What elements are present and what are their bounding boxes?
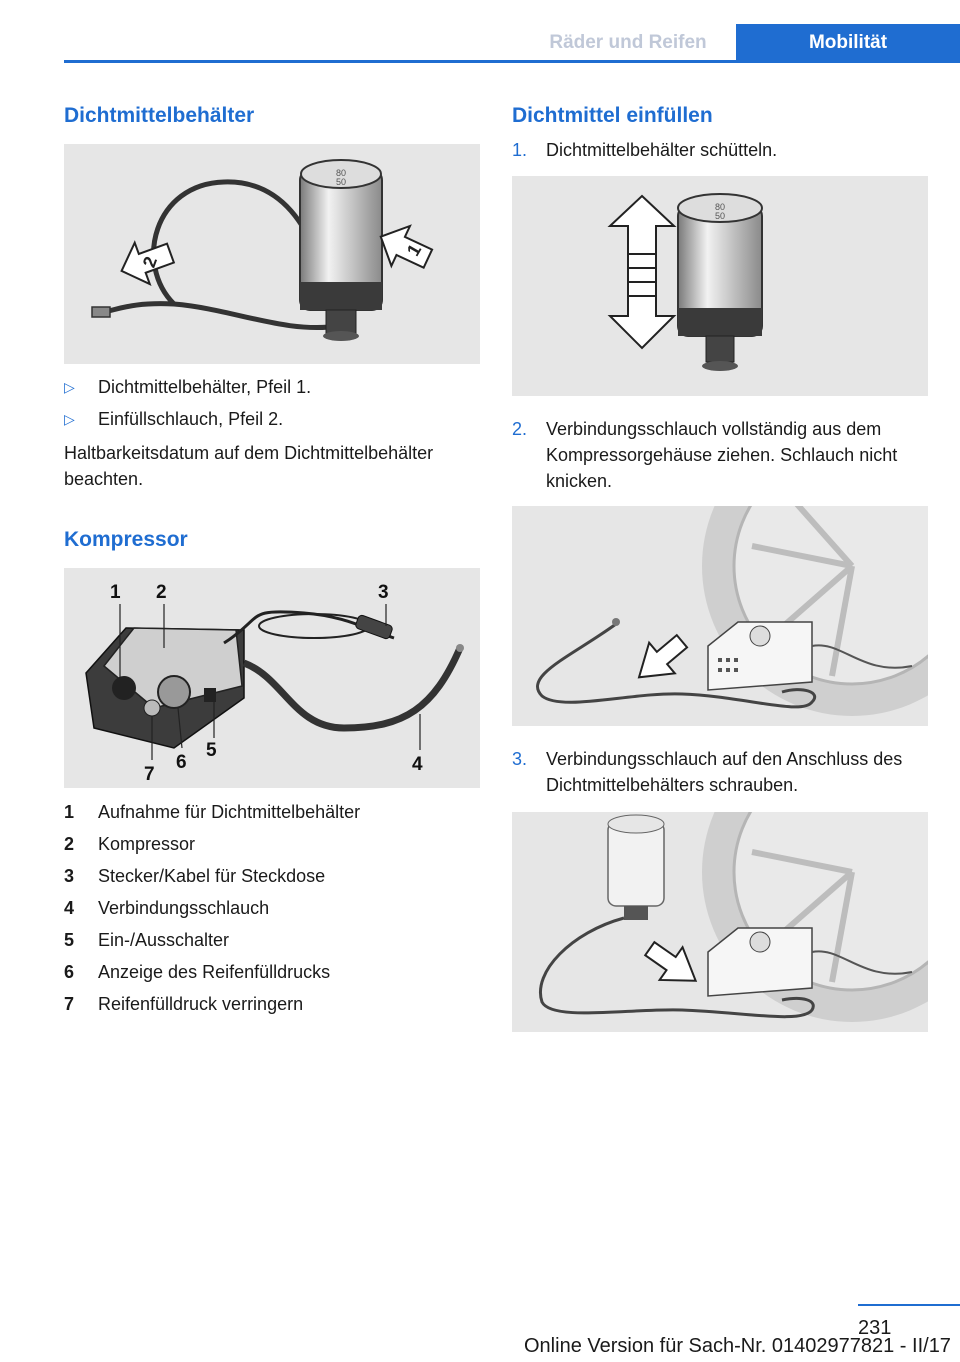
sealant-heading: Dichtmittelbehälter	[64, 104, 255, 127]
hose-fitting-icon	[92, 307, 110, 317]
step-2: 2. Verbindungsschlauch vollständig aus dem Kompressorgehäuse ziehen. Schlauch nicht knicken.	[512, 419, 898, 491]
legend-row: 7 Reifenfülldruck verringern	[64, 994, 304, 1014]
sealant-bottle-figure	[64, 144, 480, 364]
svg-text:2: 2	[138, 253, 162, 271]
bullet-triangle-icon: ▷	[64, 379, 75, 395]
arrow-2-icon	[114, 232, 178, 291]
tab-section[interactable]: Mobilität	[736, 24, 960, 62]
compressor-heading: Kompressor	[64, 528, 188, 551]
svg-text:3: 3	[378, 582, 389, 603]
svg-text:4: 4	[412, 754, 423, 775]
bottle-label-top: 80	[714, 202, 726, 212]
compressor-legend	[64, 798, 484, 1022]
pull-arrow-icon	[626, 626, 695, 693]
svg-text:1: 1	[402, 240, 426, 260]
bullet-triangle-icon: ▷	[64, 411, 75, 427]
attach-hose-figure	[512, 812, 928, 1032]
online-version-text: Online Version für Sach-Nr. 01402977821 - II/17	[524, 1335, 951, 1357]
legend-row: 4 Verbindungsschlauch	[64, 898, 270, 918]
tab-chapter[interactable]: Räder und Reifen	[520, 24, 736, 62]
sealant-note: Haltbarkeitsdatum auf dem Dichtmittelbehälter beachten.	[64, 443, 434, 489]
bottle-label-top: 80	[335, 168, 347, 178]
sealant-bullet-1: ▷ Dichtmittelbehälter, Pfeil 1.	[64, 374, 311, 400]
step-3: 3. Verbindungsschlauch auf den Anschluss des Dichtmittelbehälters schrauben.	[512, 749, 903, 795]
compressor-figure	[64, 568, 480, 788]
bottle-label-bottom: 50	[714, 211, 726, 221]
footer-rule	[858, 1304, 960, 1306]
svg-text:7: 7	[144, 764, 155, 785]
svg-text:2: 2	[156, 582, 167, 603]
header-tabs	[520, 24, 960, 62]
legend-row: 1 Aufnahme für Dichtmittelbehälter	[64, 802, 361, 822]
sealant-bullet-2: ▷ Einfüllschlauch, Pfeil 2.	[64, 406, 283, 432]
step-1: 1. Dichtmittelbehälter schütteln.	[512, 140, 778, 160]
shake-bottle-figure	[512, 176, 928, 396]
header-rule	[64, 60, 960, 63]
bottle-label-bottom: 50	[335, 177, 347, 187]
legend-row: 6 Anzeige des Reifenfülldrucks	[64, 962, 331, 982]
svg-text:1: 1	[110, 582, 121, 603]
legend-row: 2 Kompressor	[64, 834, 196, 854]
svg-text:5: 5	[206, 740, 217, 761]
legend-row: 3 Stecker/Kabel für Steckdose	[64, 866, 326, 886]
svg-text:6: 6	[176, 752, 187, 773]
shake-arrow-icon	[610, 196, 674, 348]
fill-heading: Dichtmittel einfüllen	[512, 104, 713, 127]
pull-hose-figure	[512, 506, 928, 726]
page-number: 231	[858, 1317, 892, 1339]
attach-arrow-icon	[638, 932, 707, 997]
legend-row: 5 Ein-/Ausschalter	[64, 930, 230, 950]
